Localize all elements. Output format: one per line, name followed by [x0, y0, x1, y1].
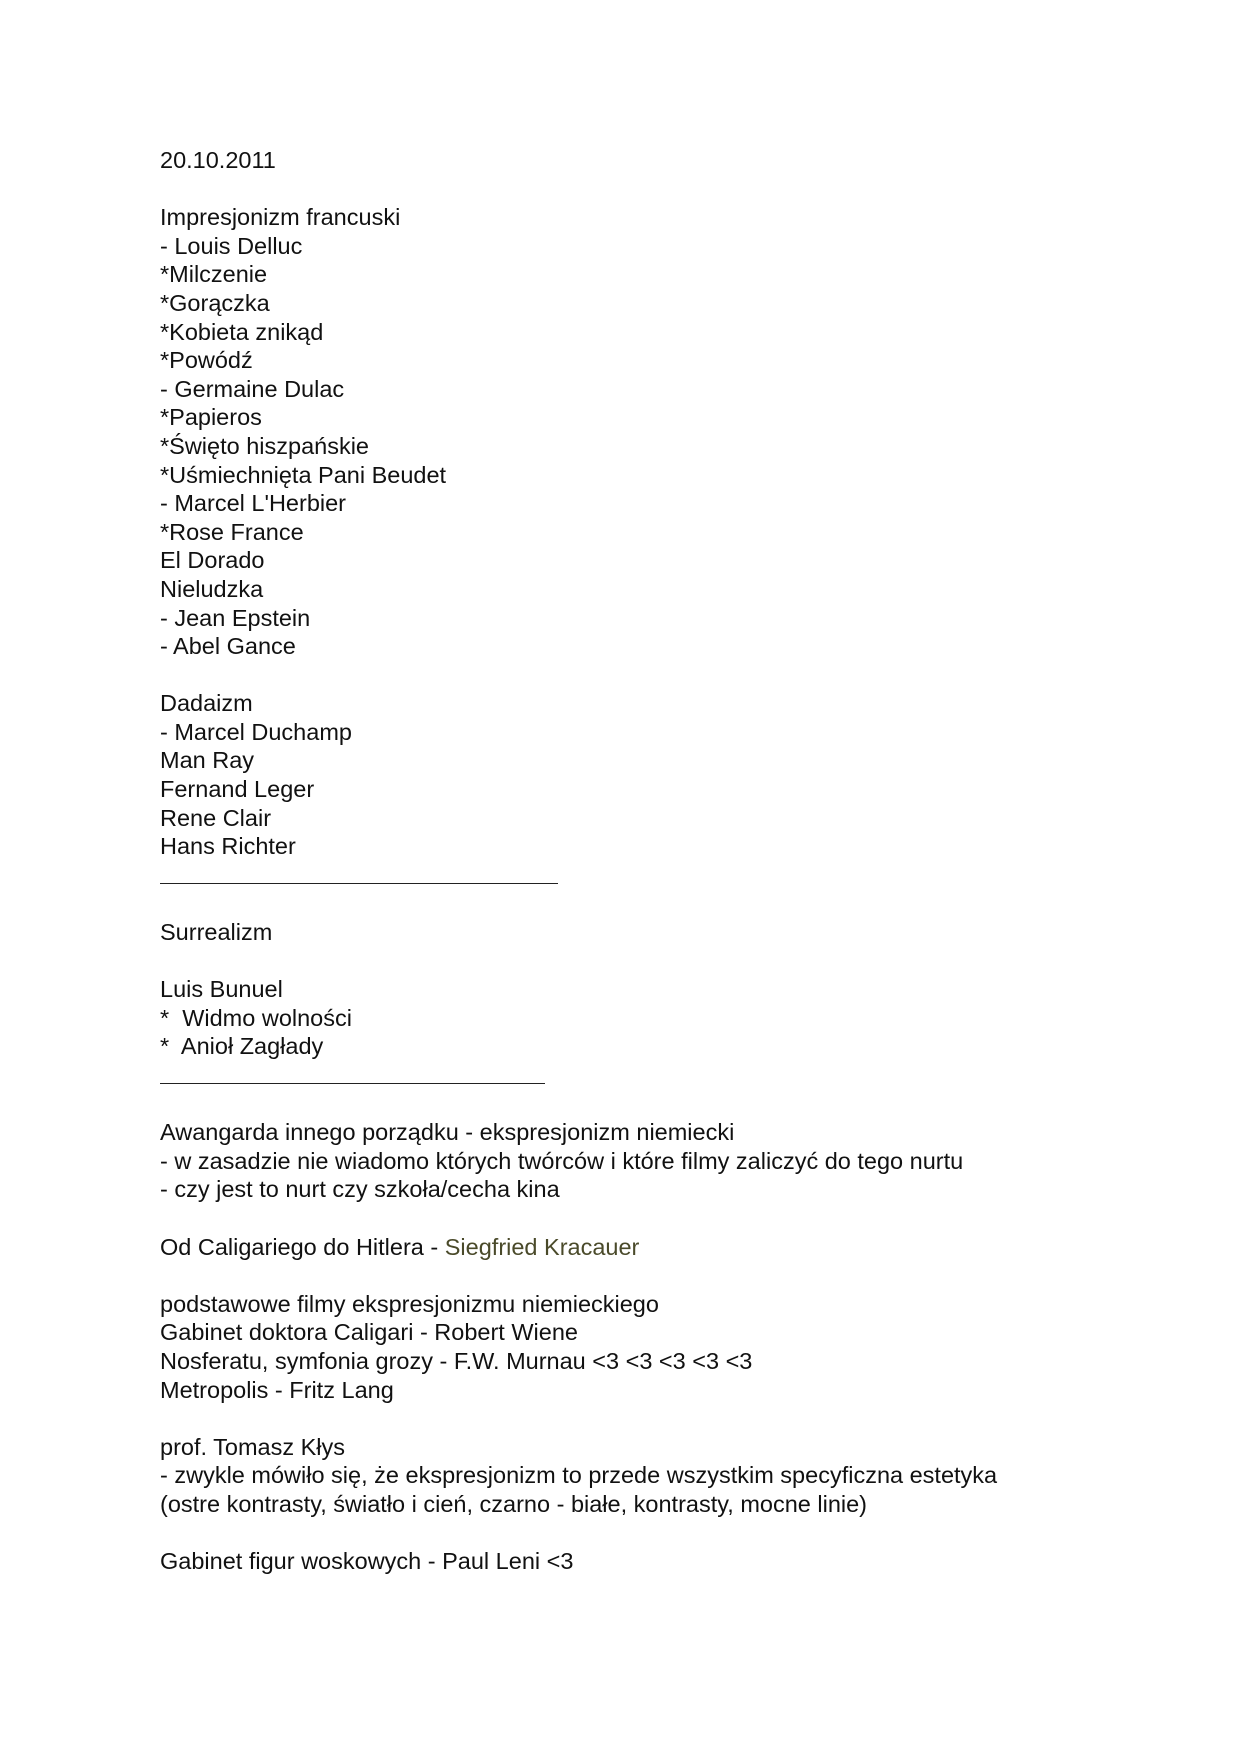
blank-line — [160, 175, 1160, 204]
list-item: El Dorado — [160, 547, 265, 574]
heading-klys: prof. Tomasz Kłys — [160, 1433, 346, 1460]
blank-line — [160, 661, 1160, 690]
list-item: - Marcel L'Herbier — [160, 490, 347, 517]
horizontal-rule — [160, 1061, 1160, 1090]
blank-line — [160, 1090, 1160, 1119]
list-item: *Uśmiechnięta Pani Beudet — [160, 461, 447, 488]
list-item: - Louis Delluc — [160, 232, 303, 259]
heading-awangarda: Awangarda innego porządku - ekspresjonizm niemiecki — [160, 1119, 735, 1146]
list-item: Gabinet doktora Caligari - Robert Wiene — [160, 1319, 578, 1346]
list-item: *Gorączka — [160, 289, 270, 316]
book-title: Od Caligariego do Hitlera - — [160, 1233, 445, 1260]
list-item: *Papieros — [160, 404, 262, 431]
heading-surrealizm: Surrealizm — [160, 919, 273, 946]
list-item: - Germaine Dulac — [160, 375, 345, 402]
list-item: - Jean Epstein — [160, 604, 311, 631]
heading-dadaizm: Dadaizm — [160, 690, 253, 717]
list-item: Hans Richter — [160, 833, 296, 860]
blank-line — [160, 1404, 1160, 1433]
list-item: Nieludzka — [160, 575, 264, 602]
list-item: - zwykle mówiło się, że ekspresjonizm to przede wszystkim specyficzna estetyka — [160, 1462, 998, 1489]
list-item: - Marcel Duchamp — [160, 718, 352, 745]
list-item: Metropolis - Fritz Lang — [160, 1376, 394, 1403]
list-item: *Rose France — [160, 518, 304, 545]
list-item: *Milczenie — [160, 261, 268, 288]
date: 20.10.2011 — [160, 147, 276, 173]
blank-line — [160, 1204, 1160, 1233]
heading-impresjonizm: Impresjonizm francuski — [160, 204, 401, 231]
last-line: Gabinet figur woskowych - Paul Leni <3 — [160, 1548, 574, 1575]
list-item: * Anioł Zagłady — [160, 1033, 324, 1060]
list-item: Man Ray — [160, 747, 255, 774]
list-item: - Abel Gance — [160, 633, 296, 660]
blank-line — [160, 1261, 1160, 1290]
blank-line — [160, 1519, 1160, 1548]
book-reference — [160, 1233, 1160, 1262]
blank-line — [160, 947, 1160, 976]
list-item: Luis Bunuel — [160, 976, 283, 1003]
blank-line — [160, 889, 1160, 918]
list-item: - czy jest to nurt czy szkoła/cecha kina — [160, 1176, 560, 1203]
list-item: *Święto hiszpańskie — [160, 432, 369, 459]
list-item: * Widmo wolności — [160, 1004, 352, 1031]
list-item: Rene Clair — [160, 804, 272, 831]
book-author: Siegfried Kracauer — [444, 1233, 640, 1260]
horizontal-rule — [160, 861, 1160, 890]
list-item: (ostre kontrasty, światło i cień, czarno - białe, kontrasty, mocne linie) — [160, 1490, 868, 1517]
list-item: Fernand Leger — [160, 776, 315, 803]
list-item: *Kobieta znikąd — [160, 318, 324, 345]
document-page — [160, 146, 1160, 1576]
list-item: - w zasadzie nie wiadomo których twórców i które filmy zaliczyć do tego nurtu — [160, 1147, 964, 1174]
list-item: Nosferatu, symfonia grozy - F.W. Murnau <3 <3 <3 <3 <3 — [160, 1347, 753, 1374]
heading-filmy: podstawowe filmy ekspresjonizmu niemieckiego — [160, 1290, 659, 1317]
list-item: *Powódź — [160, 347, 253, 374]
